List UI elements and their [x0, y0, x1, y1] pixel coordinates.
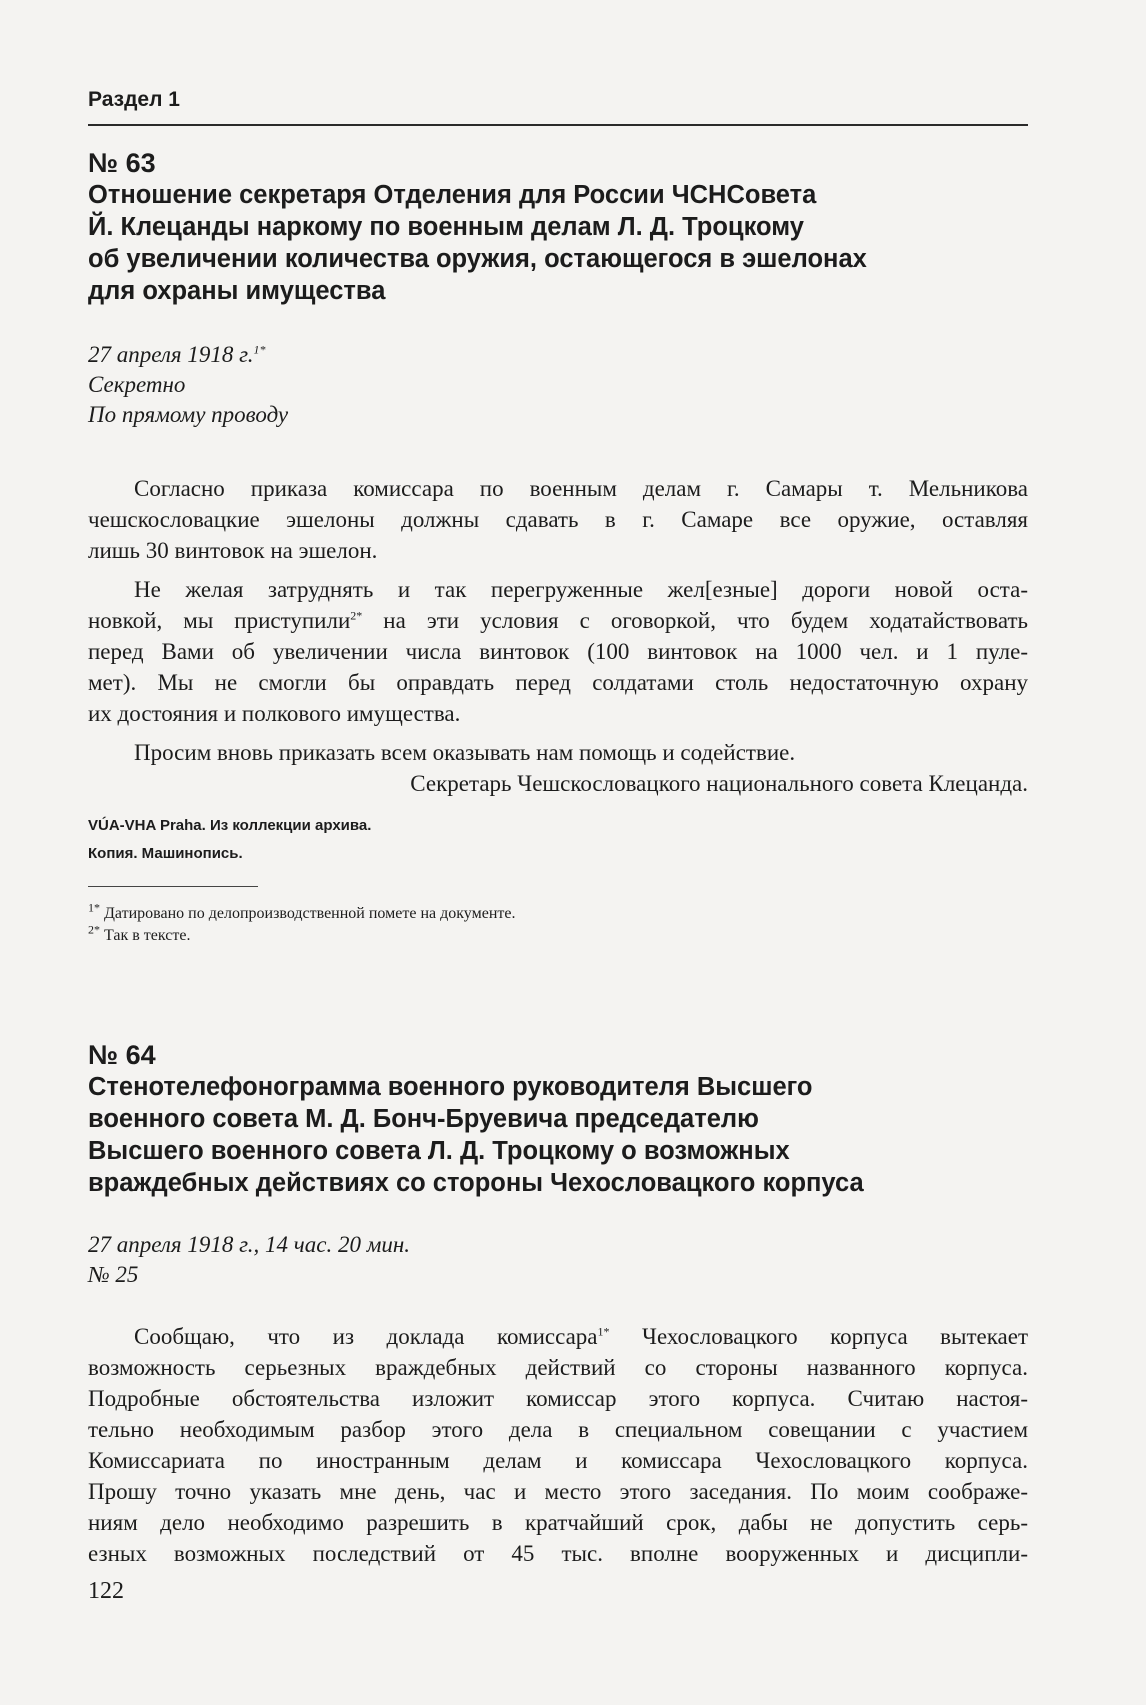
text-line: езных возможных последствий от 45 тыс. вполне вооруженных и дисципли- — [88, 1541, 1028, 1566]
text-line: Прошу точно указать мне день, час и место этого заседания. По моим соображе- — [88, 1479, 1028, 1504]
text-fragment: Сообщаю, что из доклада комиссара — [134, 1324, 598, 1349]
text-fragment: новкой, мы приступили — [88, 608, 351, 633]
doc64-reg-number: № 25 — [88, 1262, 139, 1287]
doc63-title-line: Отношение секретаря Отделения для России ЧСНСовета — [88, 181, 817, 209]
text-line: их достояния и полкового имущества. — [88, 701, 461, 726]
footnote-ref: 2* — [350, 608, 363, 623]
text-line: Комиссариата по иностранным делам и комиссара Чехословацкого корпуса. — [88, 1448, 1028, 1473]
text-line: чешскословацкие эшелоны должны сдавать в г. Самаре все оружие, оставляя — [88, 507, 1028, 532]
doc63-title — [88, 179, 1028, 307]
doc63-paragraph-2 — [88, 574, 1028, 729]
footnote-text: Так в тексте. — [104, 927, 191, 944]
footnote-ref: 1* — [597, 1324, 610, 1339]
doc63-date-line — [88, 340, 1028, 370]
doc63-meta — [88, 340, 1028, 430]
doc63-footnotes — [88, 900, 1028, 947]
section-label: Раздел 1 — [88, 88, 180, 111]
doc63-title-line: для охраны имущества — [88, 277, 386, 305]
doc64-date: 27 апреля 1918 г., 14 час. 20 мин. — [88, 1232, 411, 1257]
footnote-divider — [88, 886, 258, 887]
archive-source: VÚA-VHA Praha. Из коллекции архива. — [88, 817, 372, 834]
doc64-title — [88, 1071, 1028, 1199]
text-fragment: Чехословацкого корпуса вытекает — [609, 1324, 1029, 1349]
doc63-secrecy: Секретно — [88, 372, 186, 397]
doc63-heading — [88, 148, 1028, 307]
doc64-title-line: военного совета М. Д. Бонч-Бруевича председателю — [88, 1105, 759, 1133]
doc64-heading — [88, 1040, 1028, 1199]
text-line: мет). Мы не смогли бы оправдать перед солдатами столь недостаточную охрану — [88, 670, 1028, 695]
text-line: Не желая затруднять и так перегруженные жел[езные] дороги новой оста- — [134, 577, 1028, 602]
text-line — [88, 1321, 1028, 1352]
text-line: тельно необходимым разбор этого дела в специальном совещании с участием — [88, 1417, 1028, 1442]
doc63-date: 27 апреля 1918 г. — [88, 342, 254, 367]
doc64-paragraph-1 — [88, 1321, 1028, 1569]
text-line: Подробные обстоятельства изложит комиссар этого корпуса. Считаю настоя- — [88, 1386, 1028, 1411]
footnote-mark: 1* — [88, 900, 100, 915]
doc63-title-line: об увеличении количества оружия, остающегося в эшелонах — [88, 245, 867, 273]
doc64-title-line: Высшего военного совета Л. Д. Троцкому о возможных — [88, 1137, 790, 1165]
doc63-body — [88, 473, 1028, 799]
doc63-paragraph-3 — [88, 737, 1028, 768]
doc63-paragraph-1 — [88, 473, 1028, 566]
text-line: Согласно приказа комиссара по военным делам г. Самары т. Мельникова — [134, 476, 1028, 501]
text-line: ниям дело необходимо разрешить в кратчайший срок, дабы не допустить серь- — [88, 1510, 1028, 1535]
footnote-ref: 1* — [253, 342, 266, 357]
doc64-meta — [88, 1230, 1028, 1290]
doc63-channel: По прямому проводу — [88, 402, 289, 427]
doc64-title-line: враждебных действиях со стороны Чехословацкого корпуса — [88, 1169, 864, 1197]
footnote — [88, 900, 1028, 925]
text-line: перед Вами об увеличении числа винтовок (100 винтовок на 1000 чел. и 1 пуле- — [88, 639, 1028, 664]
running-header — [88, 84, 1028, 126]
text-line: возможность серьезных враждебных действий со стороны названного корпуса. — [88, 1355, 1028, 1380]
doc63-title-line: Й. Клецанды наркому по военным делам Л. Д. Троцкому — [88, 213, 804, 241]
doc64-title-line: Стенотелефонограмма военного руководителя Высшего — [88, 1073, 813, 1101]
document-page — [88, 0, 1028, 1705]
doc63-signature: Секретарь Чешскословацкого национального совета Клецанда. — [410, 771, 1028, 796]
footnote-mark: 2* — [88, 922, 100, 937]
doc63-footnotes-block — [88, 886, 1028, 947]
footnote-text: Датировано по делопроизводственной помете на документе. — [104, 905, 516, 922]
doc63-archive — [88, 812, 1028, 868]
text-line — [88, 605, 1028, 636]
text-line: лишь 30 винтовок на эшелон. — [88, 538, 378, 563]
text-line: Просим вновь приказать всем оказывать нам помощь и содействие. — [134, 740, 796, 765]
text-fragment: на эти условия с оговоркой, что будем ходатайствовать — [362, 608, 1028, 633]
doc64-body — [88, 1321, 1028, 1569]
doc63-number: № 63 — [88, 148, 156, 178]
page-number: 122 — [88, 1578, 124, 1604]
archive-copy-type: Копия. Машинопись. — [88, 845, 243, 862]
footnote — [88, 922, 1028, 947]
doc64-number: № 64 — [88, 1040, 156, 1070]
